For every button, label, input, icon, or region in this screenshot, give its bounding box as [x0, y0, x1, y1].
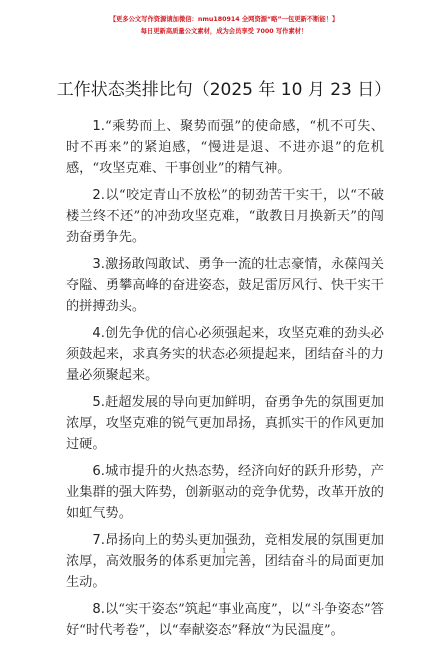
paragraph-number: 2. [92, 188, 105, 203]
paragraph-item [66, 323, 384, 386]
paragraph-text: 赶超发展的导向更加鲜明，奋勇争先的氛围更加浓厚，攻坚克难的锐气更加昂扬，真抓实干的作风更加过硬。 [66, 395, 384, 452]
paragraph-item [66, 392, 384, 455]
paragraph-text: 以“实干姿态”筑起“事业高度”，以“斗争姿态”答好“时代考卷”，以“奉献姿态”释放“为民温度”。 [66, 602, 384, 638]
paragraph-text: 昂扬向上的势头更加强劲，竞相发展的氛围更加浓厚，高效服务的体系更加完善，团结奋斗的局面更加生动。 [66, 533, 384, 590]
paragraph-item [66, 530, 384, 593]
paragraph-number: 6. [92, 464, 105, 479]
paragraph-number: 3. [92, 257, 105, 272]
paragraph-number: 4. [92, 326, 105, 341]
paragraph-number: 1. [92, 119, 105, 134]
promo-banner [0, 14, 448, 38]
document-title: 工作状态类排比句（2025 年 10 月 23 日） [56, 80, 392, 100]
paragraph-item [66, 461, 384, 524]
paragraph-text: 创先争优的信心必须强起来，攻坚克难的劲头必须鼓起来，求真务实的状态必须提起来，团结奋斗的力量必须聚起来。 [66, 326, 384, 383]
promo-banner-line-1: 【更多公文写作资源请加微信：nmu180914 全网资源“略”一包更新不断能！】 [109, 16, 339, 23]
paragraph-number: 5. [92, 395, 105, 410]
paragraph-text: 激扬敢闯敢试、勇争一流的壮志豪情，永葆闯关夺隘、勇攀高峰的奋进姿态，鼓足雷厉风行、快干实干的拼搏劲头。 [66, 257, 384, 314]
paragraph-item [66, 599, 384, 641]
promo-banner-line-2: 每日更新高质量公文素材，成为会员享受 7000 写作素材！ [140, 28, 308, 35]
paragraph-text: 以“咬定青山不放松”的韧劲苦干实干，以“不破楼兰终不还”的冲劲攻坚克难，“敢教日月换新天”的闯劲奋勇争先。 [66, 188, 384, 245]
document-body [66, 116, 384, 647]
paragraph-text: 城市提升的火热态势，经济向好的跃升形势，产业集群的强大阵势，创新驱动的竞争优势，改革开放的如虹气势。 [66, 464, 384, 521]
paragraph-item [66, 254, 384, 317]
paragraph-number: 8. [92, 602, 105, 617]
page-number: 1 [222, 546, 226, 555]
paragraph-item [66, 185, 384, 248]
paragraph-text: “乘势而上、聚势而强”的使命感，“机不可失、时不再来”的紧迫感，“慢进是退、不进亦退”的危机感，“攻坚克难、干事创业”的精气神。 [66, 119, 384, 176]
paragraph-number: 7. [92, 533, 105, 548]
paragraph-item [66, 116, 384, 179]
